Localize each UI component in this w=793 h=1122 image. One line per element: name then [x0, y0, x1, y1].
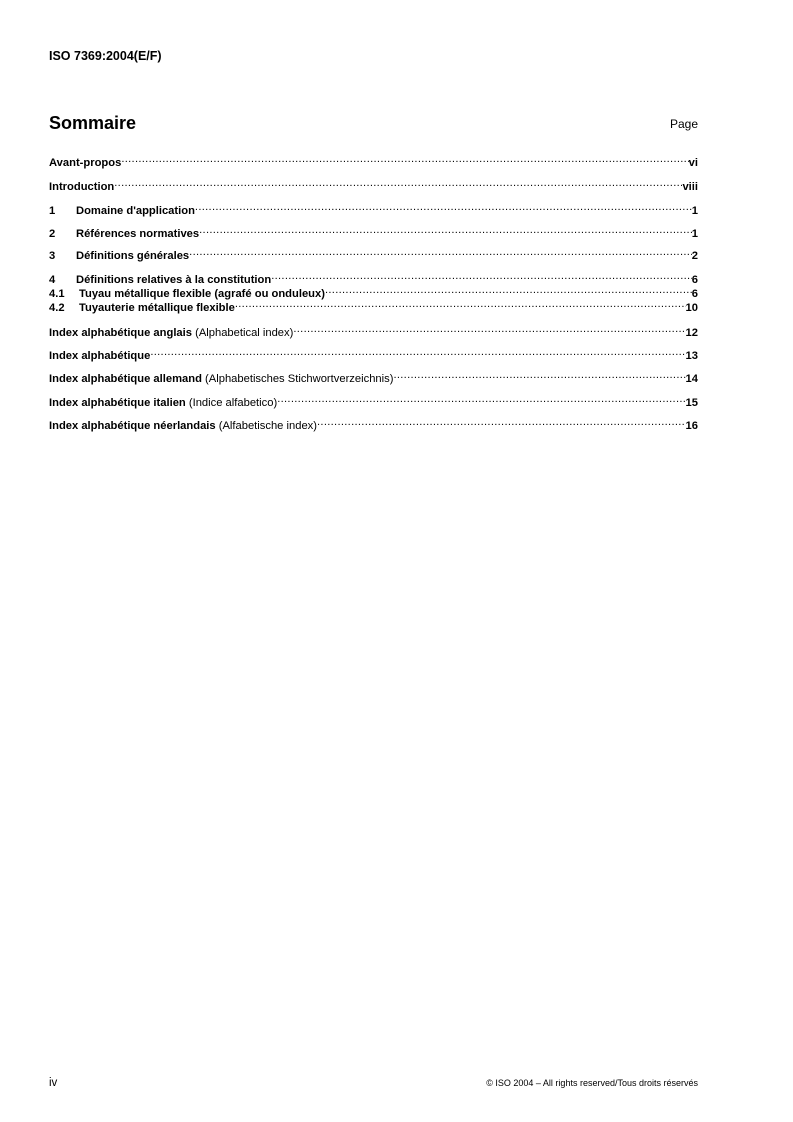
footer-page-number: iv — [49, 1077, 58, 1089]
page-column-label: Page — [669, 117, 698, 131]
toc-entry-page: 15 — [685, 397, 698, 409]
toc-entry-title: Définitions relatives à la constitution — [76, 274, 272, 286]
toc-entry-title: Index alphabétique néerlandais — [49, 420, 219, 432]
toc-entry-page: 1 — [691, 228, 698, 240]
toc-entry-1[interactable] — [49, 201, 698, 218]
toc-entry-index-allemand[interactable] — [49, 369, 698, 386]
toc-entry-index-alphabetique[interactable] — [49, 346, 698, 363]
toc-entry-page: 2 — [691, 250, 698, 262]
toc-leader-dots — [235, 298, 686, 311]
toc-entry-subtitle: (Alphabetisches Stichwortverzeichnis) — [205, 373, 394, 385]
toc-entry-4-2[interactable] — [49, 298, 698, 315]
toc-entry-title: Index alphabétique allemand — [49, 373, 206, 385]
toc-entry-page: viii — [682, 181, 698, 193]
toc-entry-3[interactable] — [49, 246, 698, 263]
toc-entry-title: Index alphabétique anglais — [49, 327, 196, 339]
toc-entry-index-anglais[interactable] — [49, 323, 698, 340]
toc-leader-dots — [195, 201, 692, 214]
toc-entry-title: Définitions générales — [76, 250, 190, 262]
toc-entry-index-italien[interactable] — [49, 393, 698, 410]
toc-leader-dots — [325, 284, 692, 297]
toc-leader-dots — [199, 224, 692, 237]
toc-entry-page: 16 — [685, 420, 698, 432]
toc-entry-number: 4 — [49, 274, 56, 286]
toc-entry-introduction[interactable] — [49, 177, 698, 194]
toc-entry-page: vi — [688, 157, 698, 169]
toc-entry-title: Références normatives — [76, 228, 200, 240]
toc-entry-title: Avant-propos — [49, 157, 122, 169]
toc-entry-title: Index alphabétique — [49, 350, 151, 362]
toc-entry-title: Domaine d'application — [76, 205, 195, 217]
toc-leader-dots — [114, 177, 682, 190]
toc-heading: Sommaire — [49, 113, 137, 133]
toc-entry-page: 1 — [691, 205, 698, 217]
toc-leader-dots — [271, 270, 692, 283]
toc-leader-dots — [121, 153, 688, 166]
toc-leader-dots — [317, 416, 686, 429]
toc-entry-title: Tuyauterie métallique flexible — [79, 302, 235, 314]
toc-entry-page: 12 — [685, 327, 698, 339]
toc-entry-avant-propos[interactable] — [49, 153, 698, 170]
toc-entry-number: 4.2 — [49, 302, 65, 314]
footer-copyright: © ISO 2004 – All rights reserved/Tous droits réservés — [486, 1078, 698, 1088]
toc-leader-dots — [277, 393, 685, 406]
document-code: ISO 7369:2004(E/F) — [49, 49, 162, 63]
toc-entry-title: Index alphabétique italien — [49, 397, 189, 409]
toc-leader-dots — [293, 323, 685, 336]
toc-entry-number: 4.1 — [49, 288, 65, 300]
toc-entry-number: 3 — [49, 250, 56, 262]
toc-entry-page: 14 — [685, 373, 698, 385]
toc-entry-subtitle: (Alphabetical index) — [195, 327, 294, 339]
toc-leader-dots — [393, 369, 685, 382]
toc-entry-page: 10 — [685, 302, 698, 314]
toc-entry-subtitle: (Indice alfabetico) — [188, 397, 278, 409]
toc-entry-page: 6 — [691, 288, 698, 300]
toc-entry-title: Tuyau métallique flexible (agrafé ou onduleux) — [79, 288, 325, 300]
toc-entry-index-neerlandais[interactable] — [49, 416, 698, 433]
toc-entry-page: 6 — [691, 274, 698, 286]
toc-entry-2[interactable] — [49, 224, 698, 241]
toc-entry-number: 2 — [49, 228, 56, 240]
toc-entry-subtitle: (Alfabetische index) — [218, 420, 317, 432]
toc-leader-dots — [150, 346, 685, 359]
toc-entry-title: Introduction — [49, 181, 115, 193]
toc-entry-page: 13 — [685, 350, 698, 362]
toc-entry-number: 1 — [49, 205, 56, 217]
toc-leader-dots — [189, 246, 692, 259]
